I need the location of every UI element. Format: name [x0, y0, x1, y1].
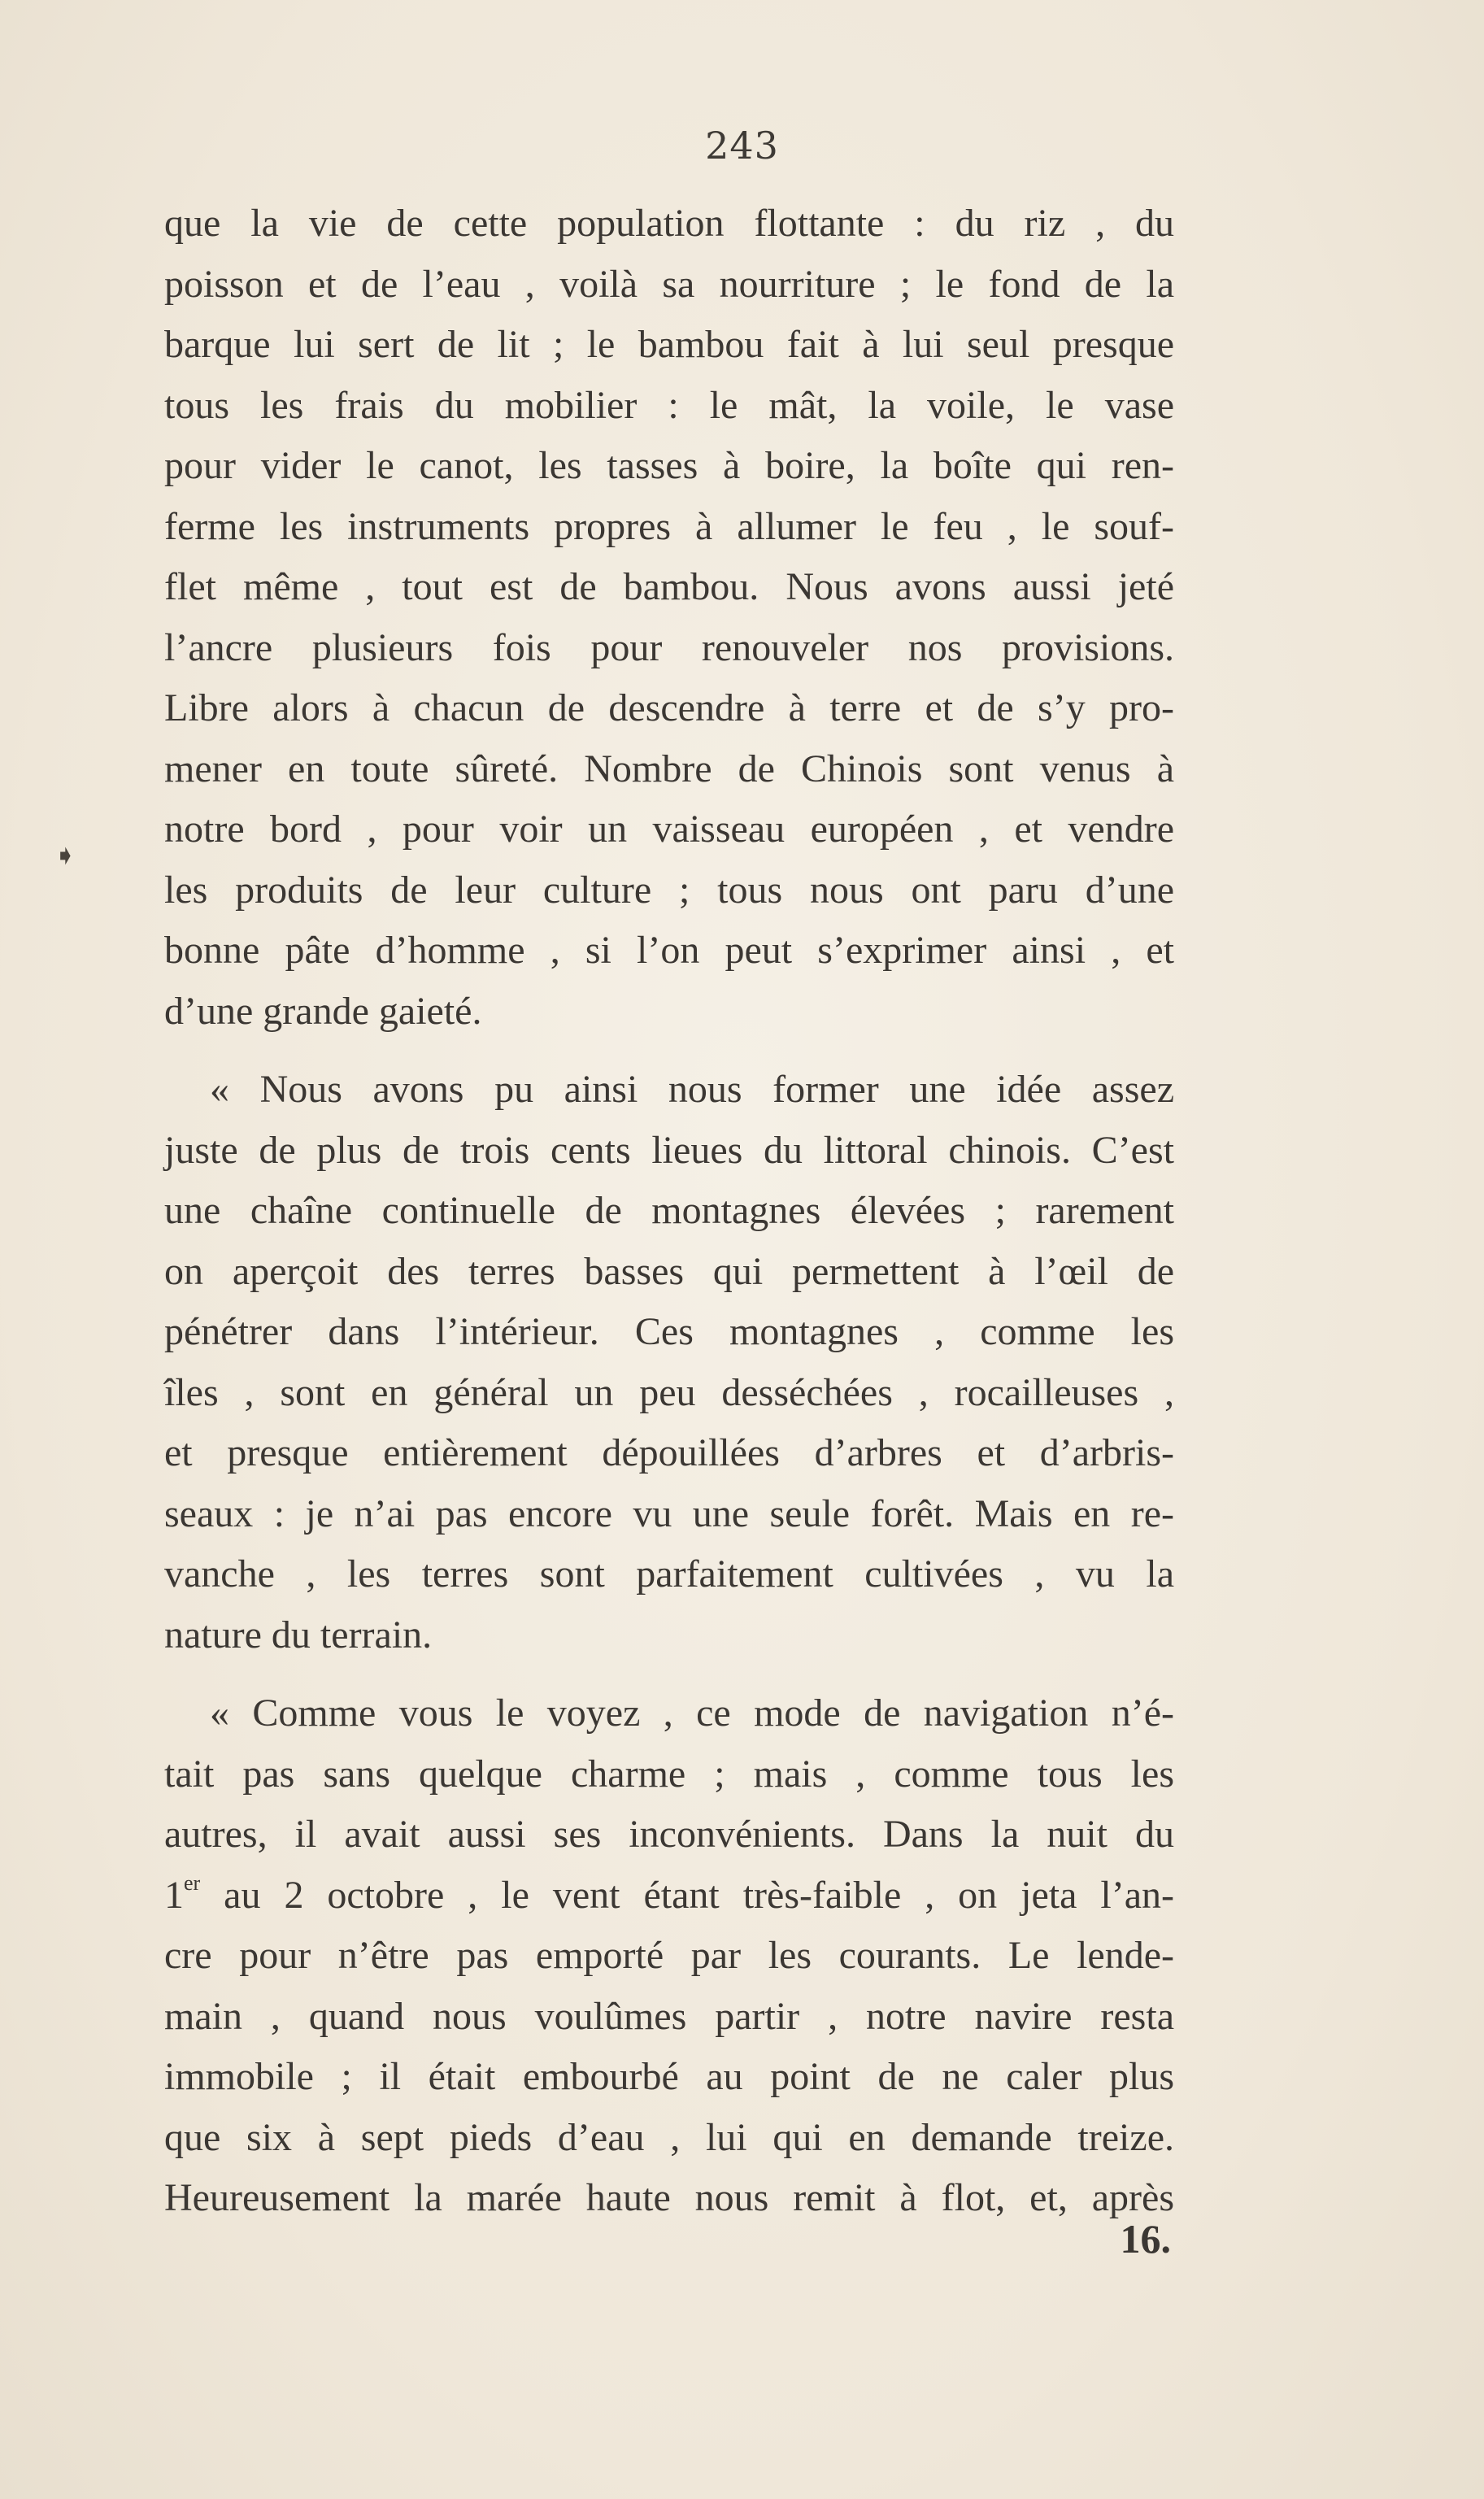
- text-line: que six à sept pieds d’eau , lui qui en demande treize.: [164, 2115, 1174, 2159]
- text-line-remainder: au 2 octobre , le vent étant très-faible , on jeta l’an-: [224, 1873, 1174, 1917]
- text-line: bonne pâte d’homme , si l’on peut s’exprimer ainsi , et: [164, 929, 1174, 972]
- text-line: que la vie de cette population flottante : du riz , du: [164, 202, 1174, 245]
- text-line: poisson et de l’eau , voilà sa nourriture ; le fond de la: [164, 262, 1174, 306]
- text-line: cre pour n’être pas emporté par les courants. Le lende-: [164, 1934, 1174, 1977]
- date-ordinal-suffix: er: [184, 1870, 201, 1895]
- body-text: [164, 194, 1174, 2229]
- text-line: les produits de leur culture ; tous nous ont paru d’une: [164, 868, 1174, 912]
- text-line: « Nous avons pu ainsi nous former une idée assez: [210, 1068, 1174, 1111]
- text-line: tous les frais du mobilier : le mât, la voile, le vase: [164, 383, 1174, 427]
- text-line: barque lui sert de lit ; le bambou fait à lui seul presque: [164, 323, 1174, 366]
- paragraph-1: [164, 194, 1174, 1042]
- text-line: flet même , tout est de bambou. Nous avons aussi jeté: [164, 565, 1174, 608]
- date-ordinal-number: 1: [164, 1873, 184, 1917]
- text-line: seaux : je n’ai pas encore vu une seule forêt. Mais en re-: [164, 1491, 1174, 1535]
- paragraph-3: [164, 1683, 1174, 2229]
- text-line: « Comme vous le voyez , ce mode de navigation n’é-: [210, 1691, 1174, 1735]
- text-line: tait pas sans quelque charme ; mais , comme tous les: [164, 1752, 1174, 1796]
- text-line: l’ancre plusieurs fois pour renouveler nos provisions.: [164, 625, 1174, 669]
- page-number: 243: [705, 124, 779, 168]
- margin-pointer-mark: ➧: [54, 839, 77, 872]
- paragraph-2: [164, 1060, 1174, 1665]
- text-line: immobile ; il était embourbé au point de ne caler plus: [164, 2055, 1174, 2098]
- text-line: Libre alors à chacun de descendre à terre et de s’y pro-: [164, 686, 1174, 729]
- text-line: ferme les instruments propres à allumer le feu , le souf-: [164, 504, 1174, 548]
- text-line: nature du terrain.: [164, 1613, 433, 1657]
- text-line: une chaîne continuelle de montagnes élevées ; rarement: [164, 1189, 1174, 1232]
- text-line: pénétrer dans l’intérieur. Ces montagnes , comme les: [164, 1310, 1174, 1353]
- text-line: mener en toute sûreté. Nombre de Chinois sont venus à: [164, 747, 1174, 790]
- text-line: autres, il avait aussi ses inconvénients. Dans la nuit du: [164, 1813, 1174, 1856]
- text-line: notre bord , pour voir un vaisseau européen , et vendre: [164, 808, 1174, 851]
- text-line: vanche , les terres sont parfaitement cultivées , vu la: [164, 1552, 1174, 1596]
- text-line: juste de plus de trois cents lieues du littoral chinois. C’est: [164, 1128, 1174, 1172]
- text-line: main , quand nous voulûmes partir , notre navire resta: [164, 1994, 1174, 2038]
- text-line: pour vider le canot, les tasses à boire, la boîte qui ren-: [164, 444, 1174, 487]
- text-line: et presque entièrement dépouillées d’arbres et d’arbris-: [164, 1431, 1174, 1474]
- text-line: Heureusement la marée haute nous remit à flot, et, après: [164, 2176, 1174, 2219]
- text-line-with-date: [164, 1866, 1174, 1926]
- text-line: îles , sont en général un peu desséchées , rocailleuses ,: [164, 1370, 1174, 1414]
- text-line: on aperçoit des terres basses qui permettent à l’œil de: [164, 1249, 1174, 1293]
- printer-signature-mark: 16.: [1120, 2216, 1171, 2262]
- text-line: d’une grande gaieté.: [164, 989, 482, 1033]
